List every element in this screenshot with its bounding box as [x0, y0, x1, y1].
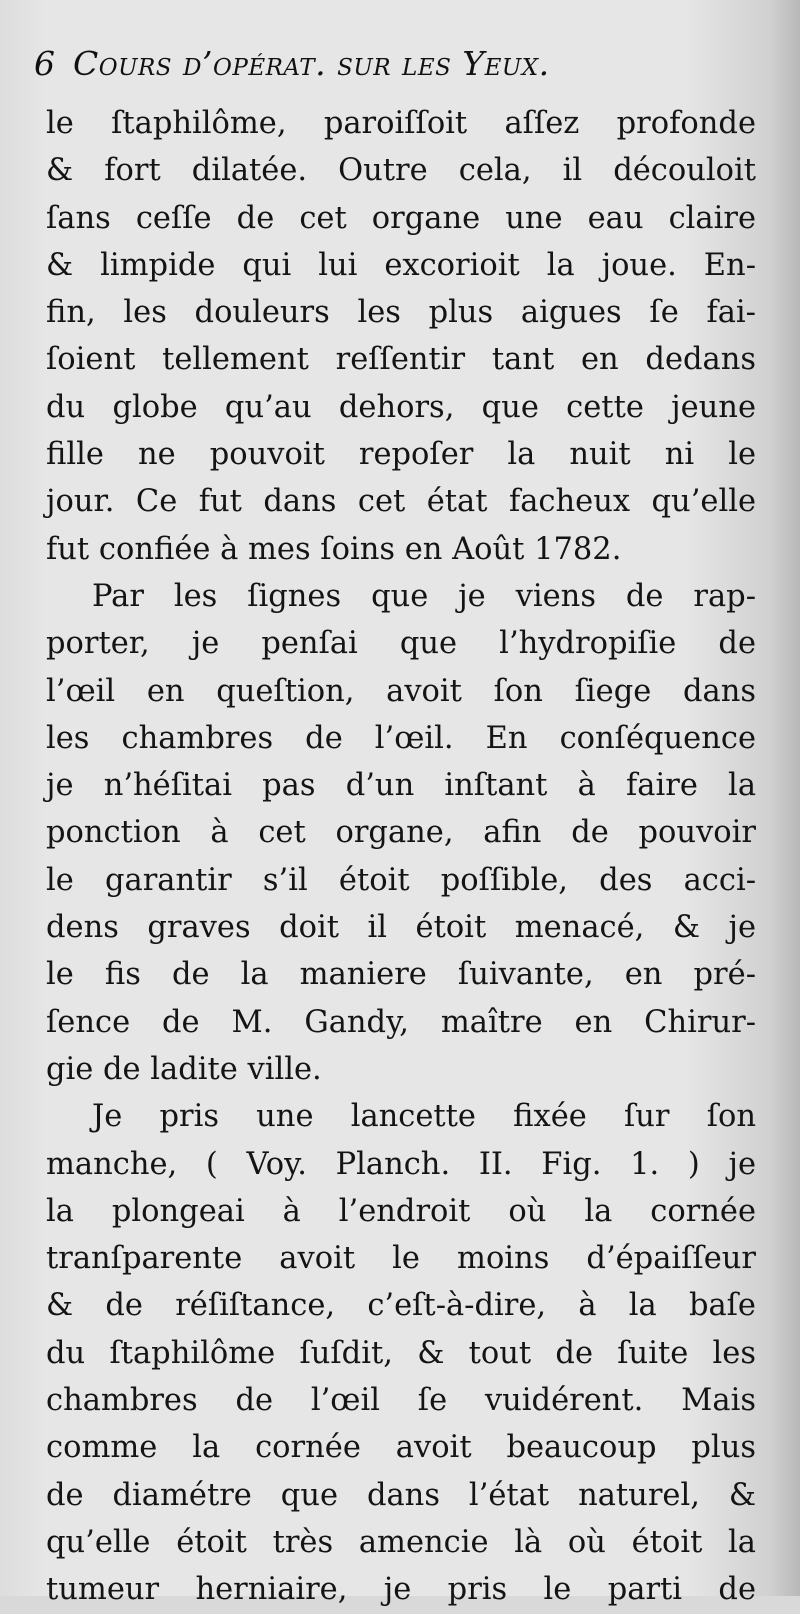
text-line: manche, ( Voy. Planch. II. Fig. 1. ) je — [46, 1146, 756, 1182]
text-line: du globe qu’au dehors, que cette jeune — [46, 389, 756, 425]
body-text — [46, 100, 756, 1614]
text-line: & de réſiſtance, c’eſt-à-dire, à la baſe — [46, 1288, 756, 1324]
text-line: ſence de M. Gandy, maître en Chirur- — [46, 1004, 756, 1040]
text-line: l’œil en queſtion, avoit ſon ſiege dans — [46, 673, 756, 709]
text-line: le garantir s’il étoit poſſible, des acci- — [46, 862, 756, 898]
running-title: Cours d’opérat. sur les Yeux. — [73, 44, 550, 83]
text-line: fin, les douleurs les plus aigues ſe fai- — [46, 295, 756, 331]
text-line: chambres de l’œil ſe vuidérent. Mais — [46, 1383, 756, 1419]
text-line: porter, je penſai que l’hydropiſie de — [46, 626, 756, 662]
text-line: jour. Ce fut dans cet état facheux qu’elle — [46, 484, 756, 520]
text-line: du ſtaphilôme ſuſdit, & tout de ſuite les — [46, 1335, 756, 1371]
text-line: la plongeai à l’endroit où la cornée — [46, 1193, 756, 1229]
page-edge-shadow — [772, 0, 800, 1596]
text-line: gie de ladite ville. — [46, 1051, 322, 1087]
text-line: comme la cornée avoit beaucoup plus — [46, 1430, 756, 1466]
text-line: & limpide qui lui excorioit la joue. En- — [46, 247, 756, 283]
running-header — [34, 44, 754, 94]
text-line: qu’elle étoit très amencie là où étoit la — [46, 1524, 756, 1560]
text-line: Par les ſignes que je viens de rap- — [92, 578, 756, 614]
text-line: le ſtaphilôme, paroiſſoit aſſez profonde — [46, 106, 756, 141]
text-line: le fis de la maniere ſuivante, en pré- — [46, 957, 756, 993]
text-line: tranſparente avoit le moins d’épaiſſeur — [46, 1241, 756, 1277]
text-line: les chambres de l’œil. En conſéquence — [46, 720, 756, 756]
text-line: ſans ceſſe de cet organe une eau claire — [46, 200, 756, 236]
text-line: je n’héſitai pas d’un inſtant à faire la — [46, 768, 756, 804]
text-line: ponction à cet organe, afin de pouvoir — [46, 815, 756, 851]
text-line: tumeur herniaire, je pris le parti de — [46, 1572, 756, 1608]
text-line: dens graves doit il étoit menacé, & je — [46, 910, 756, 946]
text-line: Je pris une lancette fixée ſur ſon — [92, 1099, 756, 1135]
text-line: de diamétre que dans l’état naturel, & — [46, 1477, 756, 1513]
text-line: & fort dilatée. Outre cela, il découloit — [46, 153, 756, 189]
text-line: fut confiée à mes ſoins en Août 1782. — [46, 531, 622, 567]
text-line: fille ne pouvoit repoſer la nuit ni le — [46, 437, 756, 473]
page-number: 6 — [34, 44, 55, 83]
text-line: ſoient tellement reſſentir tant en dedans — [46, 342, 756, 378]
